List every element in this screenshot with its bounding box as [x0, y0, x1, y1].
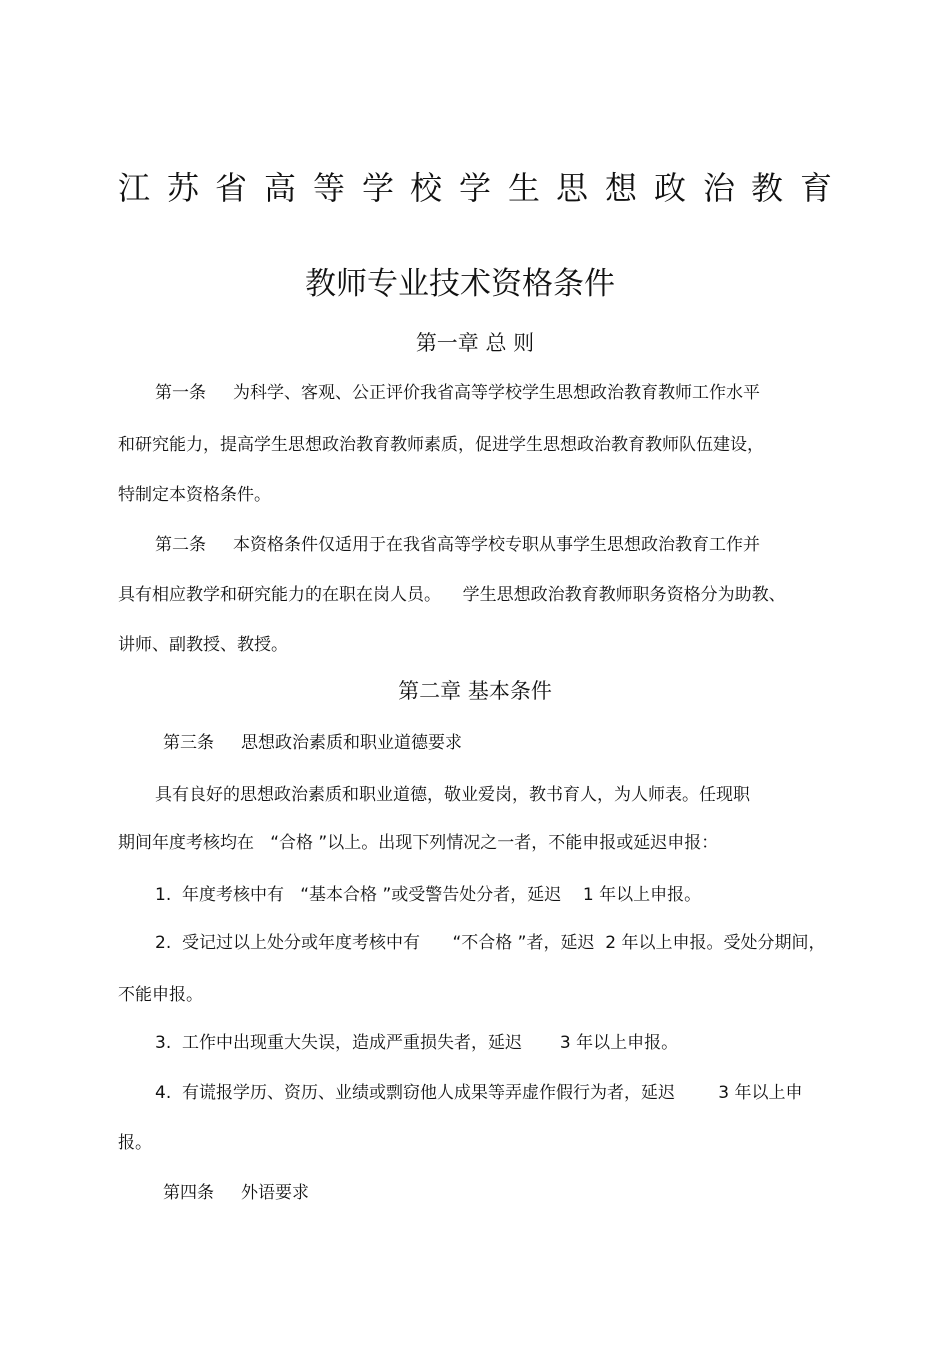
title-character: 育 [800, 169, 833, 207]
list-item: 4. 有谎报学历、资历、业绩或剽窃他人成果等弄虚作假行为者，延迟 3 年以上申 [155, 1083, 803, 1103]
paragraph-line: 第二条 本资格条件仅适用于在我省高等学校专职从事学生思想政治教育工作并 [155, 535, 761, 555]
paragraph-line: 期间年度考核均在 “合格 ”以上。出现下列情况之一者，不能申报或延迟申报： [118, 833, 719, 853]
list-item: 1. 年度考核中有 “基本合格 ”或受警告处分者，延迟 1 年以上申报。 [155, 885, 702, 905]
chapter-heading-2: 第二章 基本条件 [398, 679, 552, 703]
paragraph-line: 第一条 为科学、客观、公正评价我省高等学校学生思想政治教育教师工作水平 [155, 383, 761, 403]
paragraph-line: 具有相应教学和研究能力的在职在岗人员。 学生思想政治教育教师职务资格分为助教、 [118, 585, 786, 605]
chapter-heading-1: 第一章 总 则 [415, 331, 535, 355]
title-character: 等 [313, 169, 346, 207]
paragraph-line: 特制定本资格条件。 [118, 485, 271, 505]
document-title-line2: 教师专业技术资格条件 [305, 266, 615, 302]
paragraph-line: 第三条 思想政治素质和职业道德要求 [163, 733, 463, 753]
title-character: 教 [751, 169, 784, 207]
list-item: 3. 工作中出现重大失误，造成严重损失者，延迟 3 年以上申报。 [155, 1033, 679, 1053]
title-character: 江 [118, 169, 151, 207]
paragraph-line: 第四条 外语要求 [163, 1183, 310, 1203]
title-character: 思 [556, 169, 589, 207]
title-character: 生 [508, 169, 541, 207]
title-character: 高 [264, 169, 297, 207]
title-character: 学 [459, 169, 492, 207]
paragraph-line: 不能申报。 [118, 985, 203, 1005]
title-character: 治 [703, 169, 736, 207]
list-item: 2. 受记过以上处分或年度考核中有 “不合格 ”者，延迟 2 年以上申报。受处分期间， [155, 933, 826, 953]
title-character: 政 [654, 169, 687, 207]
paragraph-line: 和研究能力，提高学生思想政治教育教师素质，促进学生思想政治教育教师队伍建设， [118, 435, 764, 455]
title-character: 苏 [167, 169, 200, 207]
paragraph-line: 讲师、副教授、教授。 [118, 635, 288, 655]
paragraph-line: 报。 [118, 1133, 152, 1153]
title-character: 省 [215, 169, 248, 207]
paragraph-line: 具有良好的思想政治素质和职业道德，敬业爱岗，教书育人，为人师表。任现职 [155, 785, 750, 805]
title-character: 学 [362, 169, 395, 207]
title-character: 想 [605, 169, 638, 207]
title-character: 校 [410, 169, 443, 207]
